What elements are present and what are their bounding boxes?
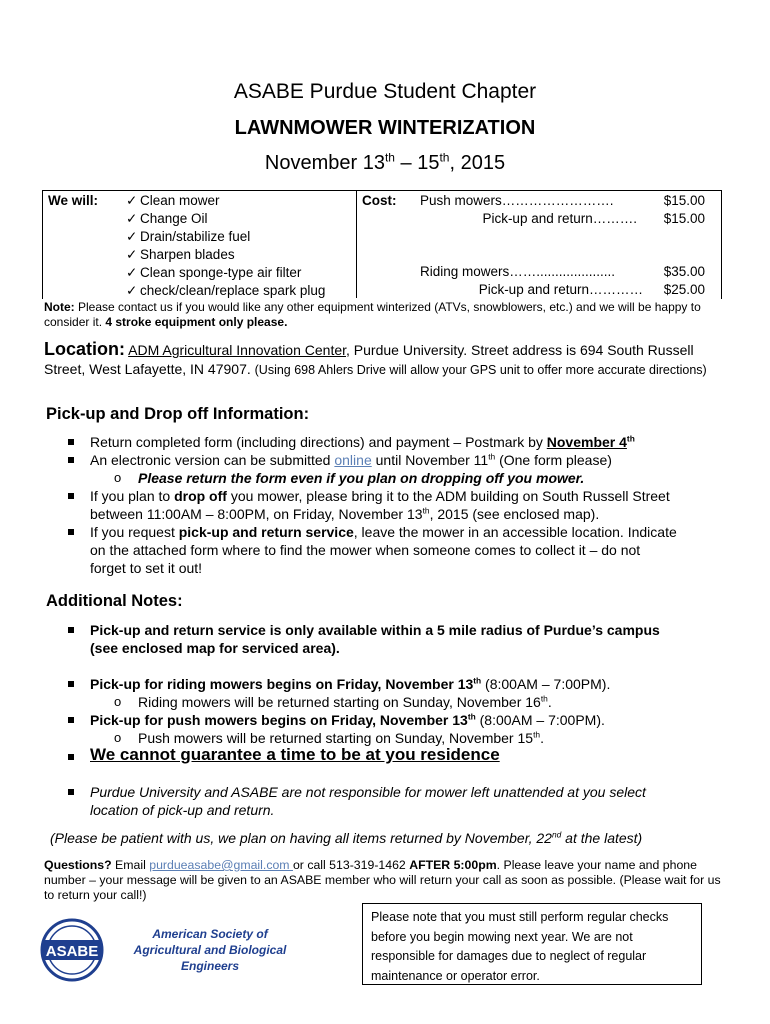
bullet-icon [68, 627, 74, 633]
society-name: American Society of Agricultural and Biological Engineers [133, 927, 287, 973]
push-mowers-label: Push mowers……………………. [420, 193, 614, 208]
bullet-icon [68, 681, 74, 687]
page-title: LAWNMOWER WINTERIZATION [234, 117, 536, 139]
location: Location: ADM Agricultural Innovation Center, Purdue University. Street address is 694 South Russell Street, West Lafayette, IN 47907. (Using 698 Ahlers Drive will allow your GPS unit to offer more accurate directions) [44, 339, 707, 377]
list-item: An electronic version can be submitted online until November 11th (One form please) [90, 451, 612, 468]
asabe-logo [40, 918, 104, 982]
sub-bullet-icon: o [114, 694, 122, 709]
online-link[interactable]: online [334, 452, 372, 468]
riding-pickup-price: $25.00 [663, 282, 705, 297]
service-item: ✓ Sharpen blades [126, 247, 235, 262]
list-item: We cannot guarantee a time to be at you residence [90, 745, 500, 764]
event-dates: November 13th – 15th, 2015 [264, 150, 506, 174]
push-mowers-price: $15.00 [663, 193, 705, 208]
bullet-icon [68, 717, 74, 723]
patience-note: (Please be patient with us, we plan on having all items returned by November, 22nd at the latest) [50, 829, 643, 846]
sub-bullet-icon: o [114, 730, 122, 745]
sub-list-item: Riding mowers will be returned starting on Sunday, November 16th. [138, 693, 552, 710]
riding-mowers-label: Riding mowers……..................... [420, 264, 616, 279]
cost-label: Cost: [362, 193, 397, 208]
service-item: ✓ Drain/stabilize fuel [126, 229, 251, 244]
sub-bullet-icon: o [114, 470, 122, 485]
bullet-icon [68, 439, 74, 445]
push-pickup-price: $15.00 [663, 211, 705, 226]
service-item: ✓ Clean mower [126, 193, 220, 208]
notes-list [66, 621, 736, 841]
we-will-label: We will: [48, 193, 99, 208]
pickup-heading: Pick-up and Drop off Information: [46, 405, 310, 423]
sub-list-item: Please return the form even if you plan on dropping off you mower. [138, 470, 585, 486]
list-item: Pick-up for push mowers begins on Friday, November 13th (8:00AM – 7:00PM). [90, 711, 605, 728]
bullet-icon [68, 493, 74, 499]
list-item: Purdue University and ASABE are not responsible for mower left unattended at you select location of pick-up and return. [90, 784, 646, 818]
email-link[interactable]: purdueasabe@gmail.com [149, 858, 293, 872]
riding-mowers-price: $35.00 [663, 264, 705, 279]
service-item: ✓ Change Oil [126, 211, 208, 226]
bullet-icon [68, 754, 74, 760]
services-list [126, 192, 325, 300]
list-item: Return completed form (including directions) and payment – Postmark by November 4th [90, 433, 635, 450]
org-title: ASABE Purdue Student Chapter [233, 80, 537, 103]
note: Note: Please contact us if you would like any other equipment winterized (ATVs, snowblowers, etc.) and we will be happy to consider it. 4 stroke equipment only please. [44, 300, 701, 329]
bullet-icon [68, 529, 74, 535]
location-place: ADM Agricultural Innovation Center [128, 342, 347, 358]
bullet-icon [68, 789, 74, 795]
service-item: ✓ check/clean/replace spark plug [126, 283, 326, 298]
svg-text:ASABE: ASABE [45, 943, 99, 960]
sub-list-item: Push mowers will be returned starting on Sunday, November 15th. [138, 729, 544, 746]
list-item: If you request pick-up and return service, leave the mower in an accessible location. Indicate on the attached form where to find the mower when someone comes to collect it – do not forget to set it out! [90, 524, 677, 576]
bullet-icon [68, 457, 74, 463]
list-item: Pick-up for riding mowers begins on Friday, November 13th (8:00AM – 7:00PM). [90, 675, 611, 692]
notes-heading: Additional Notes: [46, 592, 183, 610]
questions: Questions? Email purdueasabe@gmail.com or call 513-319-1462 AFTER 5:00pm. Please leave your name and phone number – your message will be given to an ASABE member who will return your call as soon as possible. (Please wait for us to return your call!) [44, 858, 721, 902]
riding-pickup-label: Pick-up and return………… [478, 282, 643, 297]
push-pickup-label: Pick-up and return………. [482, 211, 637, 226]
service-item: ✓ Clean sponge-type air filter [126, 265, 302, 280]
asabe-logo-icon [40, 918, 104, 982]
maintenance-note-box: Please note that you must still perform regular checks before you begin mowing next year. We are not responsible for damages due to neglect of regular maintenance or operator error. [362, 903, 702, 985]
list-item: Pick-up and return service is only available within a 5 mile radius of Purdue’s campus (see enclosed map for serviced area). [90, 622, 660, 656]
list-item: If you plan to drop off you mower, please bring it to the ADM building on South Russell Street between 11:00AM – 8:00PM, on Friday, November 13th, 2015 (see enclosed map). [90, 488, 670, 522]
table-divider [356, 190, 357, 298]
